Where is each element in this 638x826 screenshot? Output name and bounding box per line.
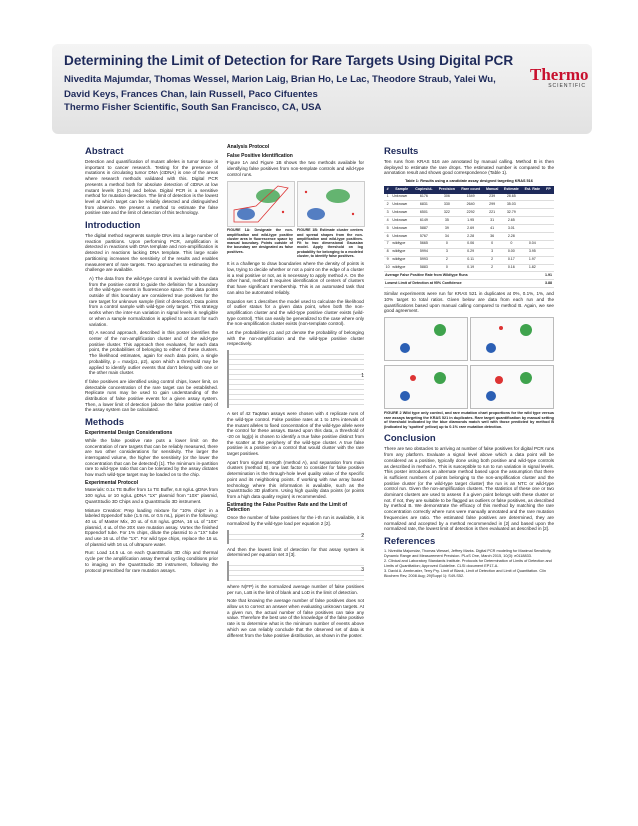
- table-cell: 35.03: [501, 201, 522, 209]
- table-cell: 6831: [412, 201, 436, 209]
- table-header-cell: FP: [543, 186, 554, 194]
- estimating-heading: Estimating the False Positive Rate and the Limit of Detection: [227, 501, 348, 514]
- table-cell: 3: [384, 209, 391, 217]
- table-cell: 0.00: [501, 248, 522, 256]
- table-row: [384, 232, 554, 240]
- equation-2-number: 2: [361, 532, 364, 539]
- table-cell: [543, 264, 554, 272]
- table-header-cell: Manual: [483, 186, 501, 194]
- table-cell: 28.65: [501, 194, 522, 201]
- equation-3-block: [227, 561, 364, 581]
- table-cell: 6: [384, 232, 391, 240]
- table-cell: 5994: [412, 248, 436, 256]
- figure-1b-caption: FIGURE 1B: Estimate cluster centers and spread shapes from the non-amplification and wild-type positives. Fit to two dimensional Gaussian model. Apply threshold on log probability for belonging to a modeled cluster, to identify false positives.: [297, 228, 363, 258]
- table-cell: 0.19: [458, 264, 483, 272]
- table-cell: 5767: [412, 232, 436, 240]
- introduction-text: The digital method segments sample DNA into a large number of reaction partitions. Upon performing PCR, amplification is detected in reactions with DNA template and non-amplification is detected in reactions lacking DNA template. This large scale partitioning increases the sensitivity of the results and enables measurement of rare targets. Two approaches to estimating the challenge are available.: [85, 233, 218, 273]
- table-cell: 6149: [412, 217, 436, 225]
- table-cell: [522, 225, 543, 233]
- table-cell: Unknown: [391, 217, 412, 225]
- table-cell: 6501: [412, 209, 436, 217]
- reference-3: 3. David A. Armbruster, Terry Pry. Limit of Blank, Limit of Detection and Limit of Quantitation. Clin Biochem Rev, 2008 Aug; 29(Suppl 1): S49-S52.: [384, 568, 546, 578]
- table-header-cell: Sample: [391, 186, 412, 194]
- column-2: [227, 142, 364, 641]
- table-cell: 221: [483, 209, 501, 217]
- column-1: [85, 142, 218, 576]
- table-row: [384, 256, 554, 264]
- table-cell: [543, 209, 554, 217]
- table-cell: 0: [501, 240, 522, 248]
- table-header-cell: #: [384, 186, 391, 194]
- equation-set-2: [227, 530, 364, 544]
- table-cell: [543, 225, 554, 233]
- author-list: Nivedita Majumdar, Thomas Wessel, Marion Laig, Brian Ho, Le Lac, Theodore Straub, Yalei Wu, David Keys, Frances Chan, Iain Russell, Paco Cifuentes: [64, 74, 496, 100]
- equation-set-3: [227, 561, 364, 581]
- figure-2-plot: [384, 317, 468, 361]
- table-cell: [543, 201, 554, 209]
- table-cell: 1.82: [522, 264, 543, 272]
- table-cell: wildtype: [391, 240, 412, 248]
- table-row: [384, 209, 554, 217]
- analysis-text-2: It is a challenge to draw boundaries where the density of points is low, trying to decide whether or not a point on the edge of a cluster is a real positive or not, as is necessary to apply method A. On the other hand, method B requires identification of centers of clusters that have significant membership. This is an automated task that can also be automated reliably.: [227, 261, 364, 295]
- equation-2-block: [227, 530, 364, 544]
- figure-1a: [227, 181, 293, 262]
- equation-set-1: [227, 350, 364, 408]
- table-cell: 306: [436, 194, 458, 201]
- results-text-2: Similar experiments were run for KRAS 521 in duplicates at 0%, 0.1%, 1%, and 10% target to total ratios. Given below are data from each run and the quantifications based upon manual calling compared to method B. Again, we see good agreement.: [384, 291, 554, 314]
- analysis-text-4: Let the probabilities p1 and p2 denote the probability of belonging with the non-amplification and the wild-type positive cluster respectively.: [227, 330, 364, 347]
- analysis-text-6: Apart from signal strength (method A), and separation from main clusters (method B), one last factor to consider for false positive determination is the through-hole level quality value of the specific point and its neighboring points. If working with raw array based technology where this information is available, such as the QuantStudio 3D platform. Using high quality data points (or points from a high data quality region) is recommended.: [227, 459, 364, 499]
- table-cell: Unknown: [391, 225, 412, 233]
- abstract-text: Detection and quantification of mutant alleles in tumor tissue is important to cancer research. Testing for the presence of mutations in circulating tumor DNA (ctDNA) is one of the areas where research methods validated with this. Digital PCR presents a method both for absolute detection of ctDNA at low mutant levels (0.1%) and below. Digital PCR is a sensitive method for mutation detection. The limit of detection is the lowest level at which target can be reliably detected and distinguished from absence. We present a method to estimate the false positive rate and the limit of detection of this technology.: [85, 159, 218, 216]
- analysis-protocol-heading: Analysis Protocol: [227, 144, 270, 150]
- experimental-design-heading: Experimental Design Considerations: [85, 430, 173, 437]
- table-cell: 9: [384, 256, 391, 264]
- experimental-protocol-heading: Experimental Protocol: [85, 479, 139, 486]
- table-cell: Unknown: [391, 209, 412, 217]
- table-cell: 2: [483, 264, 501, 272]
- table-cell: [522, 232, 543, 240]
- poster-title: Determining the Limit of Detection for Rare Targets Using Digital PCR: [64, 53, 514, 68]
- estimating-text: Once the number of false positives for the i-th run is available, it is normalized by the wild-type load per equation 2 [2].: [227, 515, 364, 526]
- table-row: [384, 225, 554, 233]
- table-header-cell: Precision: [436, 186, 458, 194]
- table-footer-row-2: [384, 280, 554, 288]
- table-cell: 2: [384, 201, 391, 209]
- figure-2-plot: [470, 317, 554, 361]
- table-row: [384, 201, 554, 209]
- figure-2-plots: [384, 317, 554, 411]
- table-row: [384, 248, 554, 256]
- table-cell: 41: [483, 225, 501, 233]
- table-header-cell: Estimate: [501, 186, 522, 194]
- table-row: [384, 217, 554, 225]
- table-cell: 7: [384, 240, 391, 248]
- table-cell: 2292: [458, 209, 483, 217]
- table-cell: [543, 194, 554, 201]
- table-cell: 3: [483, 248, 501, 256]
- table-cell: 3: [436, 248, 458, 256]
- table-header-row: [384, 186, 554, 194]
- table-row: [384, 240, 554, 248]
- figure-1a-caption: FIGURE 1A: Designate the non-amplification and wild-type positive cluster area in fluorescence space by manual boundary. Points outside of the boundary are designated as false positives.: [227, 228, 293, 254]
- false-positive-heading: False Positive Identification: [227, 152, 293, 159]
- conclusion-heading: Conclusion: [384, 433, 436, 445]
- results-heading: Results: [384, 146, 419, 157]
- table-cell: 6176: [412, 194, 436, 201]
- table-header-cell: Rare count: [458, 186, 483, 194]
- table-cell: 239: [483, 194, 501, 201]
- figure-2-plot: [384, 365, 468, 409]
- table-header-cell: Est. Rate: [522, 186, 543, 194]
- table-footer-row-1: [384, 272, 554, 280]
- equation-3-number: 3: [361, 566, 364, 573]
- table-cell: 31: [483, 217, 501, 225]
- table-cell: 5665: [412, 240, 436, 248]
- table-cell: [543, 240, 554, 248]
- references-heading: References: [384, 535, 436, 547]
- table-cell: 5887: [412, 225, 436, 233]
- affiliation: Thermo Fisher Scientific, South San Francisco, CA, USA: [64, 102, 322, 113]
- estimating-text-4: Note that knowing the average number of false positives does not allow us to correct an answer when evaluating unknown targets. At a given run, the actual number of false positives can take any value. Therefore the best use of the knowledge of the false positive rate is to determine what is the minimum number of events above which we can reliably conclude that the observed set of data is different from the false positive distribution, as shown in the poster.: [227, 598, 364, 638]
- table-cell: 2: [483, 256, 501, 264]
- table-cell: Unknown: [391, 232, 412, 240]
- introduction-heading: Introduction: [85, 220, 141, 232]
- table-cell: [522, 217, 543, 225]
- table-cell: [543, 232, 554, 240]
- table-header-cell: Copies/uL: [412, 186, 436, 194]
- table-cell: [543, 248, 554, 256]
- figure-1a-scatter: [227, 181, 295, 227]
- table-cell: 322: [436, 209, 458, 217]
- footer-1-label: Average False Positive Rate from Wildtype Runs: [384, 272, 543, 280]
- run-text: Run: Load 14.5 uL on each QuantStudio 3D chip and thermal cycle per the amplification assay thermal cycling conditions prior to imaging on the QuantStudio 3D instrument, following the protocol prescribed for rare mutation assays.: [85, 550, 218, 573]
- table-cell: 5883: [412, 264, 436, 272]
- table-cell: 8: [384, 248, 391, 256]
- table-cell: 2: [436, 256, 458, 264]
- methods-heading: Methods: [85, 417, 125, 429]
- table-cell: 10: [384, 264, 391, 272]
- column-3: [384, 142, 554, 579]
- results-table: [384, 186, 554, 288]
- table-cell: 2.28: [458, 232, 483, 240]
- table-cell: 4: [384, 217, 391, 225]
- table-cell: 3.01: [501, 225, 522, 233]
- method-b-text: B) A second approach, described in this poster identifies the center of the non-amplification cluster and of the wild-type positive cluster. This approach then evaluates, for each data point, the probabilities of belonging to either of these clusters. The likelihood estimates, again for each data point, a single probability, p = max(p1, p2), upon which a threshold may be applied to identify outlier events that don't belong with one or the other main cluster.: [89, 330, 218, 376]
- table-1-title: Table 1: Results using a candidate assay designed targeting KRAS 516: [405, 179, 533, 184]
- table-cell: 0.04: [522, 240, 543, 248]
- table-cell: 0.06: [458, 240, 483, 248]
- figure-2-plot: [470, 365, 554, 409]
- table-cell: 3.95: [522, 248, 543, 256]
- table-cell: 0.17: [501, 256, 522, 264]
- false-positive-text: Figure 1A and Figure 1B shows the two methods available for identifying false positives from non-template controls and wild-type control runs.: [227, 160, 364, 177]
- table-cell: 35: [436, 217, 458, 225]
- table-cell: 1549: [458, 194, 483, 201]
- table-body: [384, 194, 554, 272]
- footer-1-value: 1.91: [543, 272, 554, 280]
- table-cell: 0.16: [501, 264, 522, 272]
- equation-1-number: 1: [361, 373, 364, 380]
- table-row: [384, 194, 554, 201]
- table-cell: 5993: [412, 256, 436, 264]
- table-cell: 1.97: [522, 256, 543, 264]
- table-cell: 1: [384, 194, 391, 201]
- table-row: [384, 264, 554, 272]
- conclusion-text: There are two obstacles to arriving at number of false positives for digital PCR runs from any platform. Evaluate a signal level above which a data point will be considered as a positive, typically done using both positive and wild-type controls as described in method A. This is susceptible to run to run variation in signal levels. This poster introduces an alternate method based upon the assumption that there is sufficient numbers of points belonging to the non-amplification cluster and the positive cluster (or the wild-type target cluster) the run is an NTC or wild-type control run. Given the non-amplification clusters. The statistics of these one or two dominant clusters are used to assess if a given point belongs with these cluster or not. If not, they are suitable to be flagged as outliers or false positives, as described by method B. We demonstrate the efficacy of this method by matching the rare concentration correctly where runs were manually annotated and the rare mutation frequencies are ratio. The estimated false positives are determined, they are normalized and accepted by a method recommended in [2] and based upon the normalized rate, the lowest limit of detection is then evaluated as described in [2].: [384, 446, 554, 532]
- table-cell: 32.79: [501, 209, 522, 217]
- table-cell: 0.11: [458, 256, 483, 264]
- figure-1b-scatter: [297, 181, 365, 227]
- figure-1-row: [227, 181, 364, 262]
- abstract-heading: Abstract: [85, 146, 124, 157]
- table-cell: [543, 256, 554, 264]
- method-a-text: A) The data from the wild-type control is overlaid with the data from the positive control to guide the definition for a boundary of the wild-type events in fluorescence space. The data points outside of this boundary are considered true positives for the rare target for unknown sample (limit of detection). Data points from a control sample with wild-type only target. This strategy works when the inter-run variation in signal levels is negligible or when a sample normalization is applied to account for such variation.: [89, 275, 218, 327]
- table-cell: Unknown: [391, 194, 412, 201]
- table-cell: wildtype: [391, 264, 412, 272]
- estimating-text-3: where N(FP) is the normalized average number of false positives per run, LoB is the limit of blank and LoD is the limit of detection.: [227, 583, 364, 595]
- mixture-text: Mixture Creation: Prep loading mixture for "10% chips" in a labeled Eppendorf tube (1.5 mL or 0.5 mL), pipet in the following: 40 uL of Master Mix, 20 uL of 6.8 ng/uL gDNA, 16 uL of "10X" plasmid, 4 uL of the 20X rare mutation assay. Vortex the finished Eppendorf tube. For 1% chips, dilute the plasmid to a "1X" tube and use 16 uL of the "1X". For wild type chips, replace the 16 uL of plasmid with 16 uL of ultrapure water.: [85, 507, 218, 547]
- table-cell: Unknown: [391, 201, 412, 209]
- table-cell: 330: [436, 201, 458, 209]
- table-cell: 0.29: [458, 248, 483, 256]
- estimating-text-2: And then the lowest limit of detection for that assay system is determined per equation set 3 [3].: [227, 546, 364, 558]
- figure-2-caption: FIGURE 2 Wild type only control, and rare mutation chart proportions for the wild type versus rare assays targeting the KRAS 521 in duplicates. Rare target quantification by manual setting of threshold indicated by the blue diamonds match well with those predicted by method B (indicated by 'spotted' yellow) up to 0.1% rare mutation detection.: [384, 411, 554, 429]
- table-cell: 39: [436, 225, 458, 233]
- table-cell: 2.28: [501, 232, 522, 240]
- table-cell: [522, 194, 543, 201]
- table-cell: [522, 209, 543, 217]
- table-cell: 299: [483, 201, 501, 209]
- reference-1: 1. Nivedita Majumdar, Thomas Wessel, Jeffrey Marks. Digital PCR modeling for Maximal Sensitivity, Dynamic Range and Measurement Precision. PLoS One, March 2015, 10(3): e0118833.: [384, 548, 552, 558]
- footer-2-label: Lowest Limit of Detection at 95% Confidence: [384, 280, 543, 288]
- table-cell: 2640: [458, 201, 483, 209]
- table-cell: 0: [436, 264, 458, 272]
- footer-2-value: 3.88: [543, 280, 554, 288]
- methods-text: While the false positive rate puts a lower limit on the concentration of rare targets that can be reliably measured, there are two other considerations for sensitivity. The larger the interrogated volume, the higher the sensitivity (or the lower the concentration that can be detected) [1]. The minimum in-partition rare to wild-type ratio that can be tolerated by the assay dictates how much wild-type target may be loaded on to the chip.: [85, 437, 218, 478]
- table-cell: wildtype: [391, 256, 412, 264]
- table-cell: 1.95: [458, 217, 483, 225]
- introduction-text-2: If false positives are identified using control chips, lower limit, on detectable concentration of the rare target can be established. Replicate runs may be used to gain understanding of the distribution of false positive events for a given assay system. Then, a lower limit of detection (above the false positive rate) of the assay system can be calculated.: [85, 378, 218, 413]
- table-cell: 5: [384, 225, 391, 233]
- table-cell: 0: [483, 240, 501, 248]
- table-cell: wildtype: [391, 248, 412, 256]
- figure-1b: [297, 181, 363, 262]
- thermo-scientific-logo: Thermo SCIENTIFIC: [530, 65, 589, 89]
- table-cell: [522, 201, 543, 209]
- analysis-text-3: Equation set 1 describes the model used to calculate the likelihood of outlier status for a given data point, when both the non-amplification cluster and the wild-type positive cluster exists (wild-type control). This can easily be generalized to the case where only the non-amplification cluster exists (non-template control).: [227, 298, 364, 327]
- table-cell: 0: [436, 240, 458, 248]
- equation-1-block: [227, 350, 364, 408]
- reference-2: 2. Clinical and Laboratory Standards Institute. Protocols for Determination of Limits of Detection and Limits of Quantitation; Approved Guideline. CLSI document EP17-A.: [384, 558, 552, 568]
- poster-header: [52, 44, 592, 134]
- table-cell: 2.65: [501, 217, 522, 225]
- materials-text: Materials: 0.1x TE Buffer from 1x TE Buffer, 6.8 ng/uL gDNA from 100 ng/uL or 10 ng/uL gDNA "1X" plasmid from "10X" plasmid, QuantStudio 3D Chips and a QuantStudio 3D instrument.: [85, 487, 218, 504]
- analysis-text-5: A set of 42 TaqMan assays were chosen with 4 replicate runs of the wild-type control. False positive rates at 1 to 10% intervals of the mutant alleles to fixed concentration of the wild-type allele were the control for these assays. Based upon this data, a threshold of -20 on log(p) is chosen to identify a true false positive distinct from the scatter at the periphery of the wild-type cluster. A true false positive is a positive on a control that would cluster with the rare target positives.: [227, 411, 364, 457]
- table-cell: [543, 217, 554, 225]
- table-cell: 34: [436, 232, 458, 240]
- results-text: Ten runs from KRAS 516 are annotated by manual calling. Method B is then deployed to estimate the rare drops. The estimated number is compared to the annotation result and shows good correspondence (Table 1).: [384, 159, 554, 176]
- table-cell: 36: [483, 232, 501, 240]
- table-cell: 2.69: [458, 225, 483, 233]
